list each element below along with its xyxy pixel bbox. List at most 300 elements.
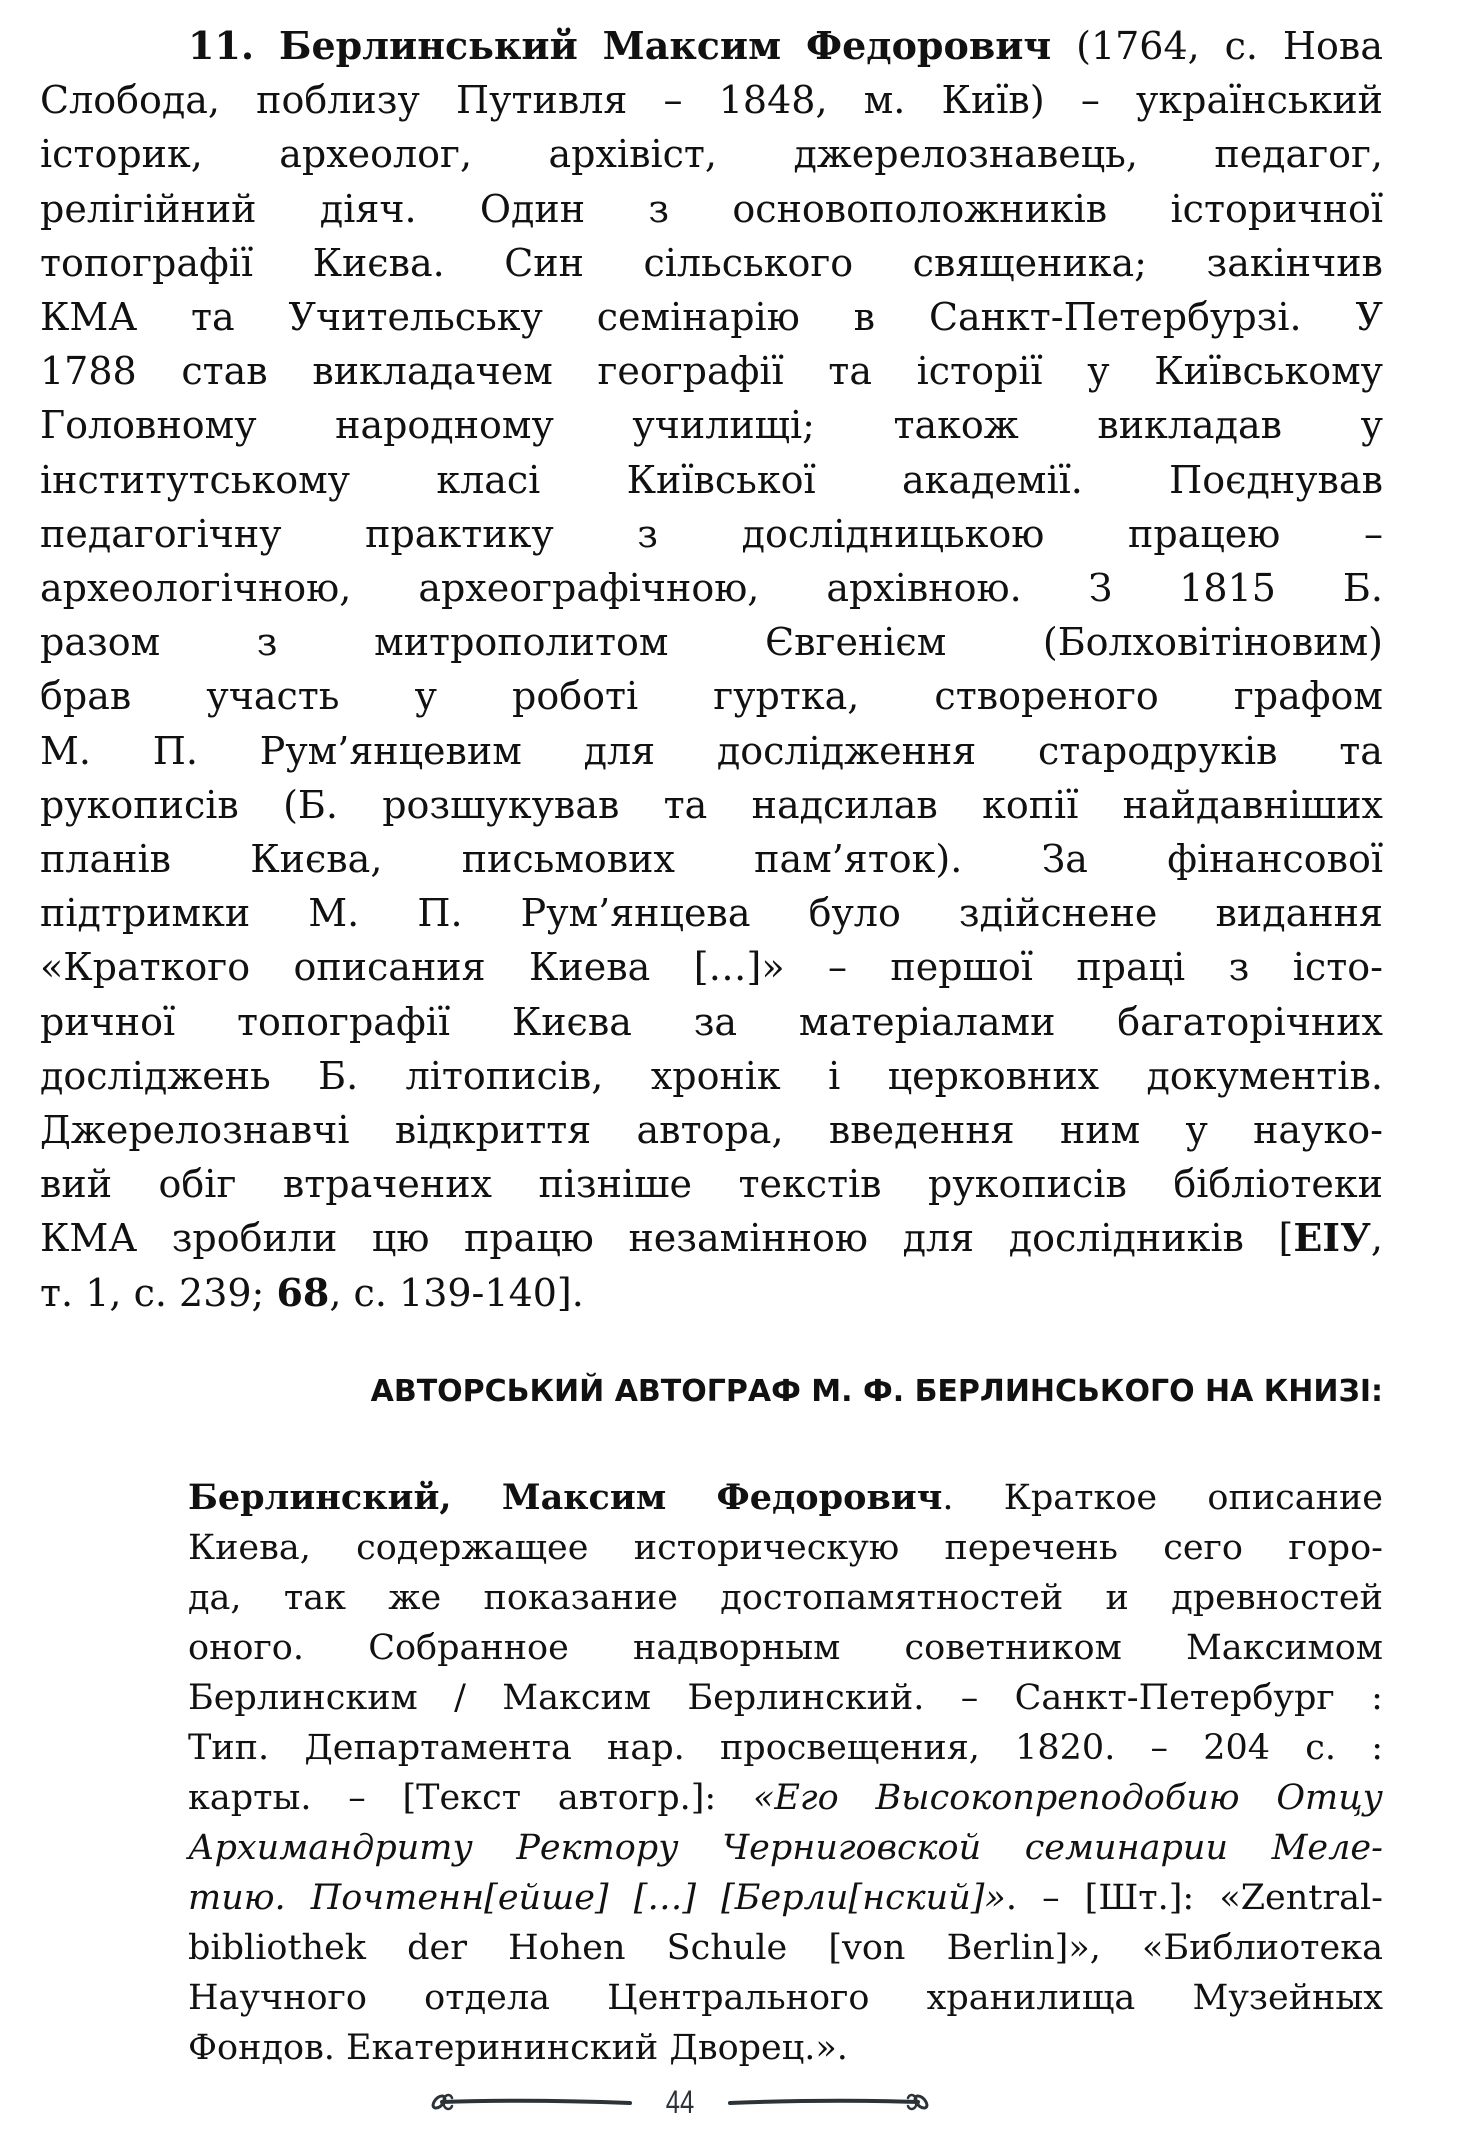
- word: [365, 510, 554, 558]
- word: [521, 889, 751, 937]
- page-number: 44: [665, 2084, 695, 2120]
- entry-line: [40, 185, 1383, 233]
- text-run: археографічною,: [418, 566, 760, 610]
- word: [512, 672, 638, 720]
- text-run: працю: [464, 1216, 594, 1261]
- word: [1147, 1052, 1383, 1100]
- entry-line: [40, 456, 1383, 504]
- word: [172, 1214, 338, 1262]
- word: [961, 1676, 979, 1720]
- word: [1076, 943, 1185, 991]
- text-run: Санкт-Петербурзі.: [928, 295, 1302, 339]
- text-run: –: [1080, 78, 1100, 123]
- word: [1339, 727, 1383, 775]
- text-run: Києва,: [250, 837, 383, 881]
- text-run: –: [348, 1778, 366, 1818]
- text-run: гуртка,: [713, 674, 860, 719]
- text-run: цю: [371, 1216, 430, 1261]
- autograph-section-heading: АВТОРСЬКИЙ АВТОГРАФ М. Ф. БЕРЛИНСЬКОГО НА КНИЗІ:: [370, 1374, 1383, 1409]
- text-run: історик,: [40, 132, 203, 177]
- word: [502, 1676, 651, 1720]
- word: [1179, 564, 1276, 612]
- word: [634, 1526, 900, 1570]
- text-run: содержащее: [356, 1528, 589, 1568]
- word: [538, 1160, 692, 1208]
- text-run: участь: [206, 674, 340, 719]
- word: [754, 835, 962, 883]
- word: [738, 1160, 881, 1208]
- word: [40, 727, 91, 775]
- word: [1278, 1214, 1383, 1262]
- text-run: історії: [916, 349, 1043, 394]
- text-run: Фондов.: [188, 2028, 335, 2068]
- text-run: в: [853, 295, 876, 339]
- word: [720, 1726, 980, 1770]
- text-run: отдела: [424, 1978, 550, 2018]
- text-run: та: [1339, 728, 1383, 773]
- word: [283, 1160, 492, 1208]
- text-run: документів.: [1146, 1053, 1383, 1098]
- word: [40, 998, 175, 1046]
- word: [905, 1626, 1122, 1670]
- word: [799, 998, 1056, 1046]
- text-run: пізніше: [538, 1162, 692, 1207]
- text-run: відкриття: [394, 1108, 592, 1152]
- bold-text: Берлинський: [279, 23, 578, 68]
- text-run: ,: [1370, 1216, 1383, 1261]
- text-run: «Краткого: [40, 945, 251, 990]
- word: [1060, 1106, 1140, 1154]
- text-run: поблизу: [256, 78, 420, 123]
- text-run: перечень: [944, 1528, 1118, 1568]
- entry-line: [40, 943, 1383, 991]
- word: [188, 1976, 367, 2020]
- word: [40, 1052, 271, 1100]
- word: [1097, 401, 1282, 449]
- word: [454, 1676, 466, 1720]
- word: [742, 510, 1045, 558]
- word: [188, 1726, 269, 1770]
- text-run: (Б.: [283, 782, 338, 827]
- word: [875, 1776, 1239, 1820]
- word: [829, 1106, 1015, 1154]
- word: [40, 76, 220, 124]
- italic-text: Черниговской: [722, 1828, 982, 1868]
- text-run: з: [1228, 945, 1250, 990]
- word: [279, 130, 472, 178]
- word: [407, 1926, 467, 1970]
- text-run: Музейных: [1192, 1978, 1383, 2018]
- text-run: історичної: [1170, 186, 1383, 231]
- entry-line: [40, 1214, 1383, 1262]
- word: [597, 347, 783, 395]
- text-run: П.: [417, 891, 463, 936]
- word: [854, 293, 875, 341]
- word: [188, 1576, 242, 1620]
- word: [415, 672, 437, 720]
- text-run: –: [1363, 511, 1383, 556]
- text-run: советником: [904, 1628, 1122, 1668]
- word: [894, 401, 1019, 449]
- word: [717, 1476, 954, 1520]
- entry-line: [40, 510, 1383, 558]
- text-run: Києва.: [312, 240, 445, 285]
- text-run: М.: [308, 891, 360, 936]
- word: [308, 889, 359, 937]
- text-run: найдавніших: [1122, 782, 1383, 827]
- text-run: у: [1087, 349, 1110, 394]
- text-run: да,: [188, 1578, 242, 1618]
- text-run: «Zentral-: [1219, 1878, 1383, 1918]
- text-run: багаторічних: [1117, 999, 1383, 1044]
- text-run: вий: [40, 1162, 113, 1207]
- text-run: Киева,: [188, 1528, 311, 1568]
- word: [637, 1106, 784, 1154]
- word: [633, 1626, 840, 1670]
- text-run: планів: [40, 837, 171, 881]
- text-run: з: [648, 186, 670, 231]
- word: [1136, 76, 1383, 124]
- text-run: хранилища: [926, 1978, 1136, 2018]
- italic-text: Отцу: [1276, 1778, 1383, 1818]
- text-run: дослідження: [716, 728, 977, 773]
- entry-line: [40, 1106, 1383, 1154]
- word: [1015, 1726, 1115, 1770]
- text-run: же: [388, 1578, 442, 1618]
- text-run: историческую: [633, 1528, 900, 1568]
- text-run: діяч.: [319, 186, 417, 231]
- text-run: Син: [504, 240, 584, 285]
- text-run: у: [1360, 403, 1383, 448]
- word: [720, 1576, 1063, 1620]
- text-run: народному: [335, 403, 554, 448]
- text-run: нар.: [607, 1728, 685, 1768]
- word: [40, 1214, 137, 1262]
- text-run: інститутському: [40, 457, 351, 502]
- text-run: Рум’янцева: [520, 891, 751, 936]
- text-run: Киева: [529, 945, 651, 990]
- text-run: 139-140].: [399, 1270, 584, 1315]
- word: [40, 1271, 73, 1315]
- word: [318, 1052, 358, 1100]
- word: [504, 239, 584, 287]
- text-run: Учительську: [288, 295, 543, 339]
- text-run: Головному: [40, 403, 257, 448]
- word: [1123, 781, 1383, 829]
- word: [713, 672, 859, 720]
- word: [1293, 943, 1383, 991]
- text-run: з: [256, 620, 278, 665]
- text-run: м.: [863, 78, 906, 123]
- word: [1355, 293, 1382, 341]
- word: [1343, 564, 1383, 612]
- text-run: класі: [436, 457, 541, 502]
- bold-text: ЕІУ: [1293, 1215, 1371, 1261]
- text-run: архівіст,: [548, 132, 717, 177]
- word: [462, 835, 675, 883]
- text-run: дослідників: [1008, 1216, 1244, 1261]
- bibliography-line: [188, 1576, 1383, 1620]
- text-run: текстів: [738, 1162, 882, 1207]
- word: [1288, 1526, 1383, 1570]
- text-run: Hohen: [508, 1928, 626, 1968]
- word: [826, 564, 1021, 612]
- word: [320, 185, 417, 233]
- text-run: у: [414, 674, 437, 719]
- word: [250, 835, 382, 883]
- word: [206, 672, 339, 720]
- word: [40, 1106, 350, 1154]
- word: [643, 239, 853, 287]
- word: [1087, 347, 1109, 395]
- word: [664, 781, 708, 829]
- text-run: педагог,: [1214, 132, 1383, 177]
- word: [188, 1626, 304, 1670]
- text-run: Поєднував: [1169, 457, 1383, 502]
- entry-line: [40, 618, 1383, 666]
- text-run: топографії: [236, 999, 450, 1044]
- word: [927, 1976, 1136, 2020]
- word: [40, 618, 160, 666]
- text-run: Департамента: [304, 1728, 572, 1768]
- word: [372, 1214, 430, 1262]
- word: [424, 1976, 550, 2020]
- word: [40, 293, 137, 341]
- page-footer: [420, 2080, 940, 2126]
- word: [191, 293, 235, 341]
- word: [1207, 1476, 1383, 1520]
- text-run: праці: [1076, 945, 1186, 990]
- word: [40, 835, 171, 883]
- word: [1253, 1106, 1383, 1154]
- word: [1276, 1776, 1383, 1820]
- entry-line: [40, 239, 1383, 287]
- word: [40, 347, 137, 395]
- text-run: –: [1150, 1728, 1169, 1768]
- text-run: Максим: [502, 1678, 652, 1718]
- text-run: хронік: [650, 1053, 781, 1098]
- text-run: оного.: [188, 1628, 305, 1668]
- text-run: педагогічну: [40, 511, 282, 556]
- word: [1043, 618, 1383, 666]
- text-run: стародруків: [1037, 728, 1278, 773]
- text-run: священика;: [912, 240, 1147, 285]
- text-run: с.: [353, 1270, 387, 1315]
- text-run: автора,: [636, 1108, 784, 1152]
- text-run: підтримки: [40, 891, 251, 936]
- bold-text: Максим: [501, 1477, 667, 1518]
- bibliography-line: [188, 1476, 1383, 1520]
- word: [806, 22, 1051, 70]
- word: [354, 1271, 387, 1315]
- text-run: Слобода,: [40, 78, 220, 123]
- word: [260, 727, 522, 775]
- text-run: Научного: [188, 1978, 367, 2018]
- text-run: и: [1105, 1578, 1129, 1618]
- word: [828, 347, 872, 395]
- word: [179, 1271, 264, 1315]
- word: [1085, 1876, 1195, 1920]
- text-run: КМА: [40, 1216, 138, 1261]
- word: [335, 401, 554, 449]
- text-run: Санкт-Петербург: [1014, 1678, 1335, 1718]
- bold-text: 68: [276, 1269, 330, 1315]
- word: [607, 1726, 685, 1770]
- word: [597, 293, 800, 341]
- word: [188, 1876, 286, 1920]
- word: [632, 401, 815, 449]
- text-run: сего: [1163, 1528, 1243, 1568]
- text-run: семінарію: [596, 295, 800, 339]
- text-run: Дворец.».: [669, 2028, 848, 2068]
- word: [312, 347, 553, 395]
- italic-text: семинарии: [1024, 1828, 1228, 1868]
- word: [484, 1576, 678, 1620]
- text-run: археологічною,: [40, 566, 352, 610]
- word: [1009, 1214, 1244, 1262]
- word: [436, 456, 540, 504]
- entry-line: [40, 835, 1383, 883]
- word: [928, 1160, 1127, 1208]
- word: [1076, 22, 1200, 70]
- italic-text: [Берли[нский]»: [721, 1878, 1006, 1918]
- text-run: рукописів: [40, 782, 239, 827]
- text-run: церковних: [887, 1053, 1100, 1098]
- word: [276, 1271, 341, 1315]
- word: [627, 456, 816, 504]
- word: [917, 347, 1043, 395]
- word: [902, 456, 1083, 504]
- text-run: рукописів: [928, 1162, 1127, 1207]
- word: [1167, 835, 1383, 883]
- text-run: працею: [1128, 511, 1281, 556]
- text-run: 1788: [40, 349, 137, 394]
- bold-text: Федорович: [716, 1477, 943, 1518]
- entry-line: [40, 293, 1383, 341]
- text-run: надворным: [633, 1628, 841, 1668]
- text-run: археолог,: [279, 132, 473, 177]
- text-run: географії: [597, 349, 784, 394]
- text-run: ричної: [40, 999, 176, 1044]
- text-run: с.: [1305, 1728, 1336, 1768]
- text-run: :: [1371, 1728, 1383, 1768]
- word: [558, 1776, 716, 1820]
- text-run: Київському: [1154, 349, 1383, 394]
- word: [648, 185, 669, 233]
- word: [1004, 1476, 1157, 1520]
- text-run: описание: [1207, 1478, 1383, 1518]
- text-run: Берлинский.: [687, 1678, 925, 1718]
- word: [237, 998, 450, 1046]
- text-run: [: [1278, 1216, 1294, 1261]
- text-run: древностей: [1171, 1578, 1383, 1618]
- text-run: академії.: [901, 457, 1083, 502]
- text-run: і: [828, 1053, 841, 1098]
- text-run: .: [1005, 1878, 1017, 1918]
- word: [417, 889, 462, 937]
- text-run: за: [693, 999, 738, 1044]
- text-run: видання: [1215, 891, 1383, 936]
- bibliography-line: [188, 1626, 1383, 1670]
- word: [890, 943, 1033, 991]
- word: [1193, 1976, 1383, 2020]
- entry-line: [40, 130, 1383, 178]
- text-run: Один: [479, 186, 586, 231]
- word: [1042, 1876, 1060, 1920]
- word: [1025, 1826, 1228, 1870]
- text-run: У: [1355, 295, 1383, 339]
- text-run: Київ): [941, 78, 1045, 123]
- text-run: М.: [40, 728, 91, 773]
- text-run: горо-: [1288, 1528, 1383, 1568]
- word: [1219, 1876, 1383, 1920]
- word: [549, 130, 718, 178]
- text-run: –: [1042, 1878, 1060, 1918]
- text-run: За: [1041, 837, 1088, 881]
- word: [634, 1876, 696, 1920]
- word: [1117, 998, 1383, 1046]
- word: [721, 1876, 1017, 1920]
- entry-line: [40, 347, 1383, 395]
- word: [188, 1526, 311, 1570]
- word: [368, 1626, 569, 1670]
- word: [188, 1476, 452, 1520]
- text-run: також: [893, 403, 1019, 448]
- text-run: основоположників: [732, 186, 1108, 231]
- word: [289, 293, 543, 341]
- text-run: джерелознавець,: [793, 132, 1138, 177]
- word: [480, 185, 585, 233]
- text-run: став: [181, 349, 268, 394]
- text-run: КМА: [40, 295, 138, 339]
- word: [929, 293, 1302, 341]
- bibliography-line: [188, 1676, 1383, 1720]
- word: [346, 2028, 658, 2068]
- word: [1106, 1576, 1129, 1620]
- word: [188, 22, 254, 70]
- text-run: зробили: [171, 1216, 338, 1261]
- word: [181, 347, 267, 395]
- entry-line: [40, 727, 1383, 775]
- text-run: Краткое: [1003, 1478, 1158, 1518]
- word: [40, 781, 239, 829]
- entry-line: [40, 781, 1383, 829]
- word: [1216, 889, 1383, 937]
- word: [395, 1106, 591, 1154]
- entry-line: [188, 22, 1383, 70]
- word: [1186, 1626, 1383, 1670]
- text-run: літописів,: [405, 1053, 604, 1098]
- text-run: істо-: [1292, 945, 1383, 990]
- text-run: першої: [890, 945, 1033, 990]
- text-run: показание: [483, 1578, 678, 1618]
- word: [313, 239, 445, 287]
- word: [188, 1926, 366, 1970]
- entry-line: [40, 672, 1383, 720]
- word: [1151, 1726, 1169, 1770]
- text-run: bibliothek: [188, 1928, 366, 1968]
- word: [284, 1576, 346, 1620]
- word: [719, 76, 828, 124]
- text-run: Собранное: [368, 1628, 569, 1668]
- text-run: Центрального: [607, 1978, 870, 2018]
- word: [279, 22, 578, 70]
- word: [947, 1926, 1101, 1970]
- word: [159, 1160, 237, 1208]
- text-run: Нова: [1282, 24, 1383, 68]
- text-run: Києва: [511, 999, 632, 1044]
- text-run: 204: [1203, 1728, 1271, 1768]
